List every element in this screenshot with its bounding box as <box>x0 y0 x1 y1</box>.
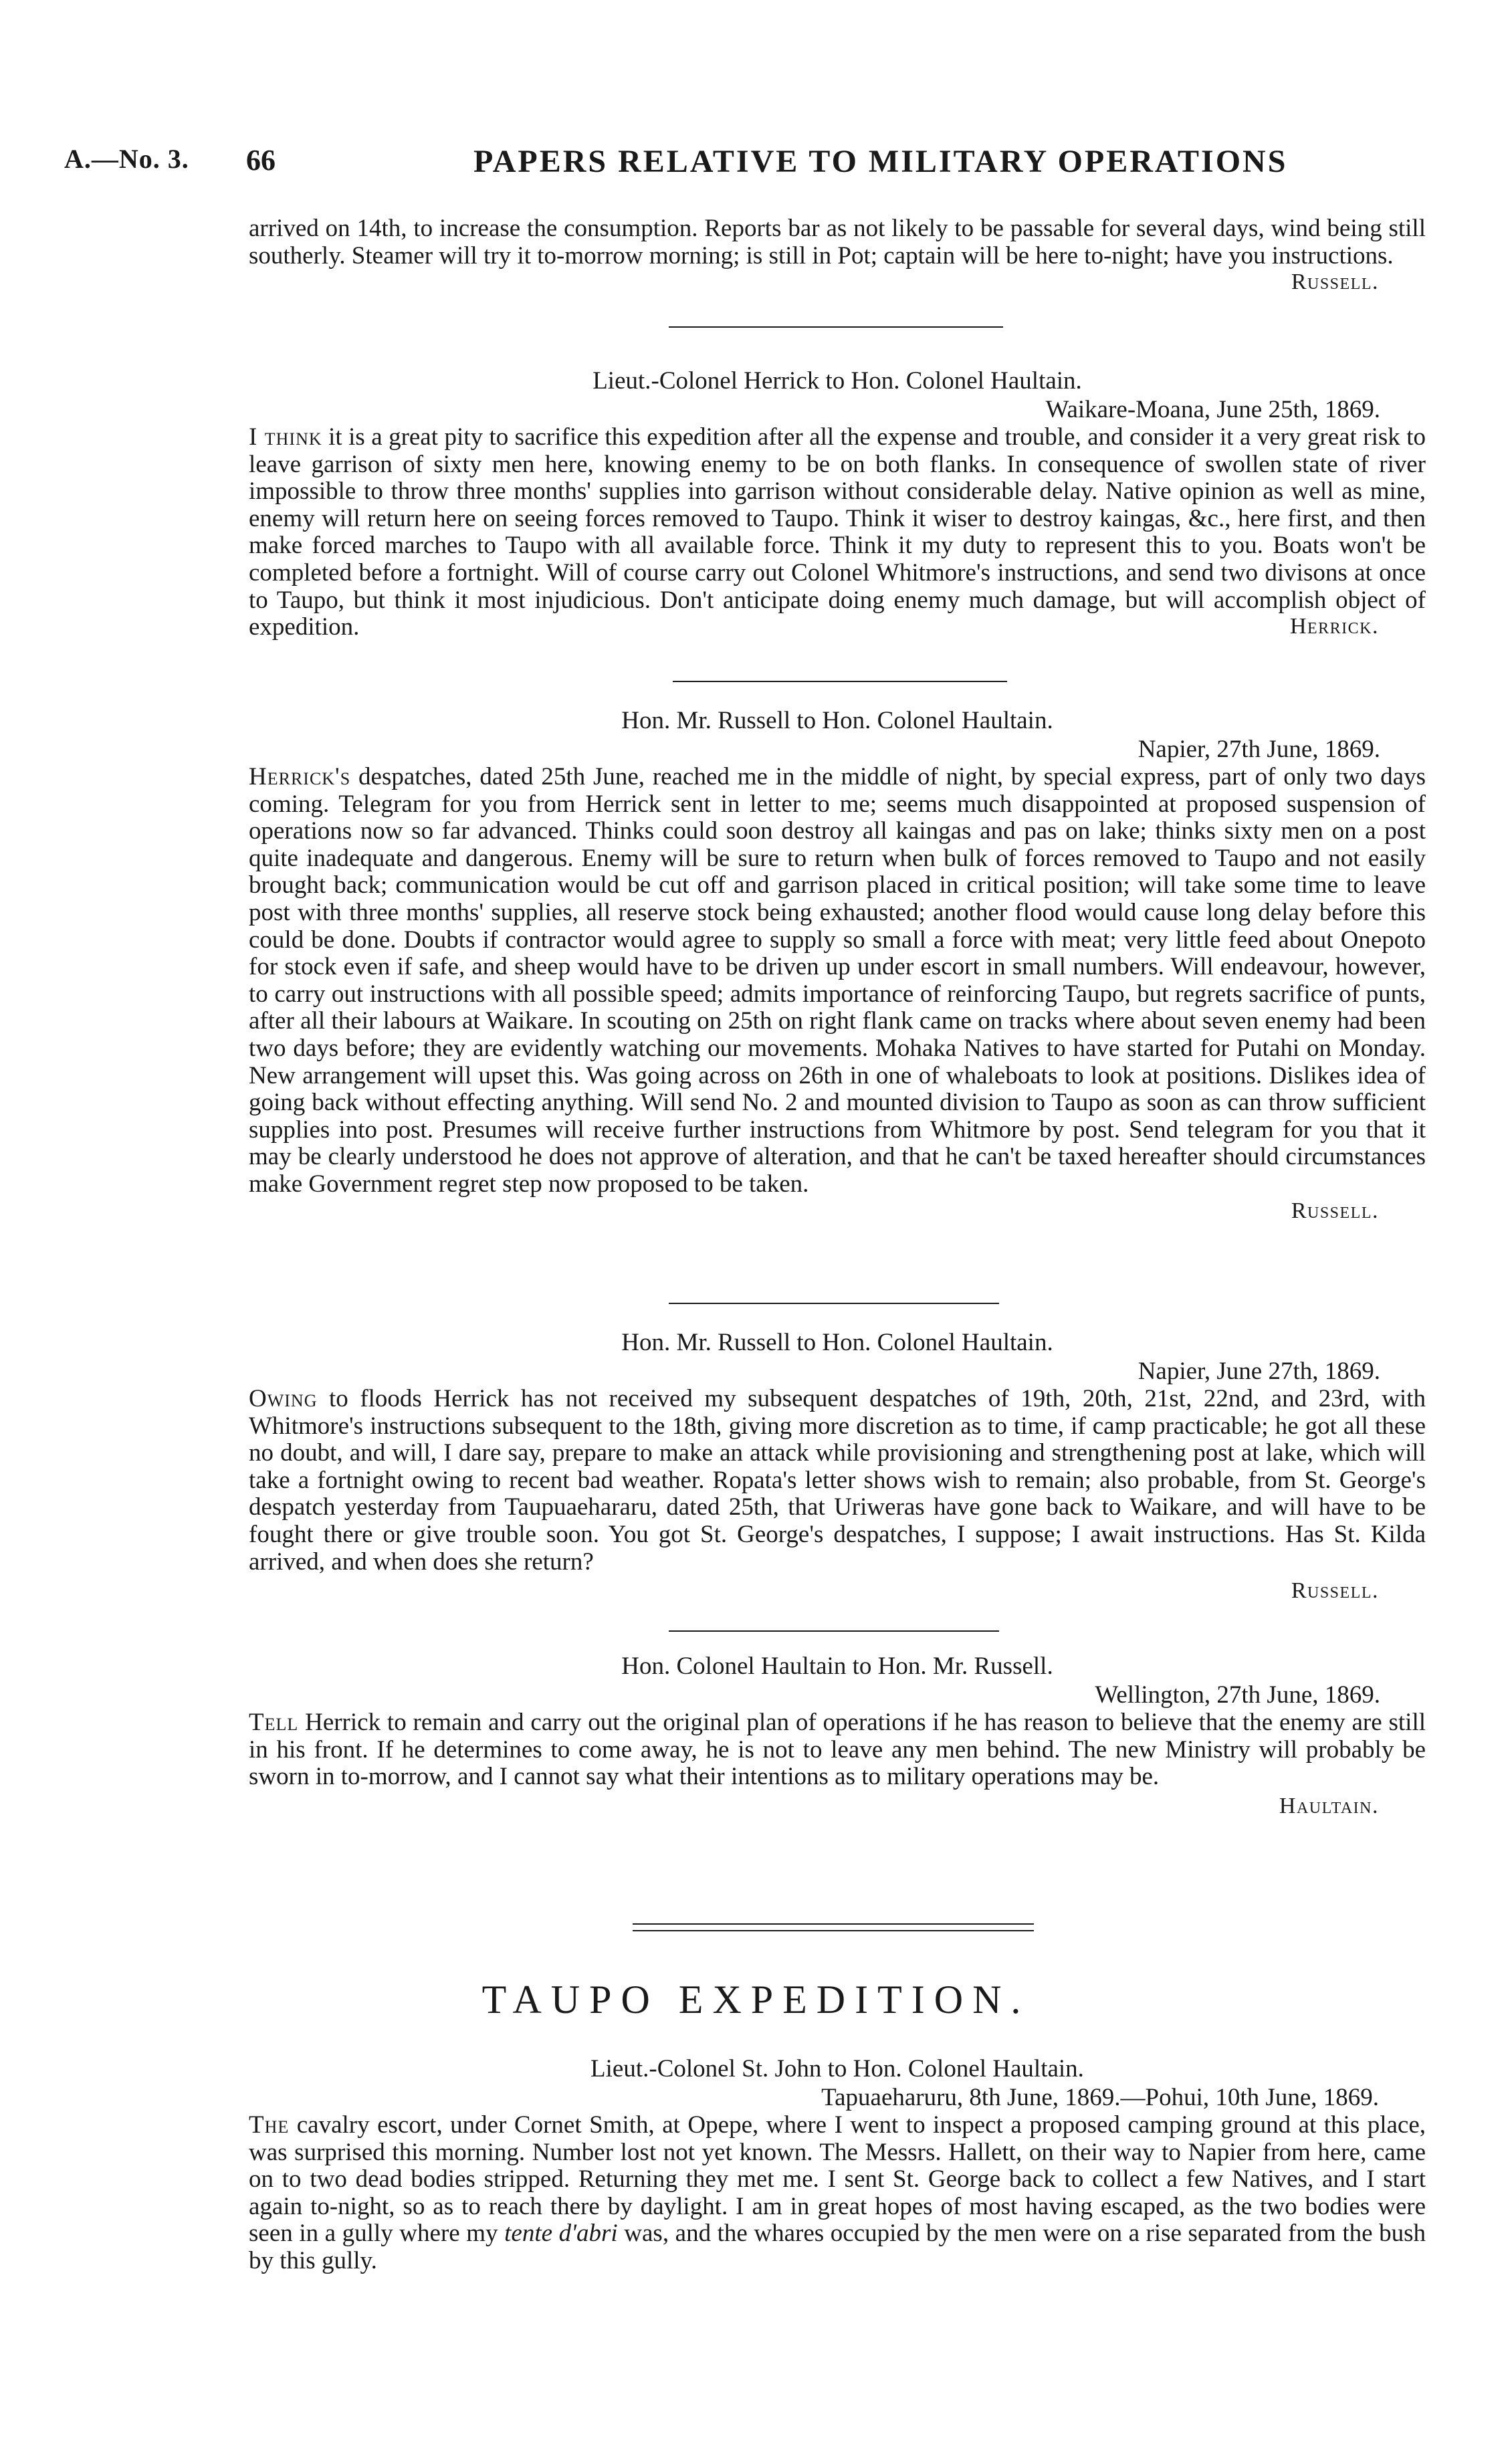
lead-word: I think <box>249 423 322 451</box>
message-place-date: Wellington, 27th June, 1869. <box>1095 1681 1380 1709</box>
body-text: it is a great pity to sacrifice this expedition after all the expense and trouble, and consider it a very great risk to leave garrison of sixty men here, knowing enemy to be on both flanks. In consequence of swollen state of river impossible to throw three months' supplies into garrison without considerable delay. Native opinion as well as mine, enemy will return here on seeing forces removed to Taupo. Think it wiser to destroy kaingas, &c., here first, and then make forced marches to Taupo with all available force. Think it my duty to represent this to you. Boats won't be completed before a fortnight. Will of course carry out Colonel Whitmore's instructions, and send two divisons at once to Taupo, but think it most injudicious. Don't anticipate doing enemy much damage, but will accomplish object of expedition. <box>249 423 1426 641</box>
message-body <box>249 1709 1426 1791</box>
lead-word: The <box>249 2111 290 2139</box>
message-body <box>249 764 1426 1198</box>
message-body <box>249 424 1426 641</box>
body-text: to floods Herrick has not received my subsequent despatches of 19th, 20th, 21st, 22nd, and 23rd, with Whitmore's instructions subsequent to the 18th, giving more discretion as to time, if camp practicable; he got all these no doubt, and will, I dare say, prepare to make an attack while provisioning and strengthening post at lake, which will take a fortnight owing to recent bad weather. Ropata's letter shows wish to remain; also probable, from St. George's despatch yesterday from Taupuaehararu, dated 25th, that Uriweras have gone back to Waikare, and will have to be fought there or give trouble soon. You got St. George's despatches, I suppose; I await instructions. Has St. Kilda arrived, and when does she return? <box>249 1385 1426 1576</box>
message-body <box>249 2112 1426 2275</box>
message-place-date: Tapuaeharuru, 8th June, 1869.—Pohui, 10th June, 1869. <box>821 2084 1379 2111</box>
italic-phrase: tente d'abri <box>504 2220 618 2248</box>
body-text: despatches, dated 25th June, reached me in the middle of night, by special express, part of only two days coming. Telegram for you from Herrick sent in letter to me; seems much disappointed at proposed suspension of operations now so far advanced. Thinks could soon destroy all kaingas and pas on lake; thinks sixty men on a post quite inadequate and dangerous. Enemy will be sure to return when bulk of forces removed to Taupo and not easily brought back; communication would be cut off and garrison placed in critical position; will take some time to leave post with three months' supplies, all reserve stock being exhausted; another flood would cause long delay before this could be done. Doubts if contractor would agree to supply so small a force with meat; very little feed about Onepoto for stock even if safe, and sheep would have to be driven up under escort in small numbers. Will endeavour, however, to carry out instructions with all possible speed; admits importance of reinforcing Taupo, but regrets sacrifice of punts, after all their labours at Waikare. In scouting on 25th on right flank came on tracks where about seven enemy had been two days before; they are evidently watching our movements. Mohaka Natives to have started for Putahi on Monday. New arrangement will upset this. Was going across on 26th in one of whaleboats to look at positions. Dislikes idea of going back without effecting anything. Will send No. 2 and mounted division to Taupo as soon as can throw sufficient supplies into post. Presumes will receive further instructions from Whitmore by post. Send telegram for you that it may be clearly understood he does not approve of alteration, and that he can't be taxed hereafter should circumstances make Government regret step now proposed to be taken. <box>249 763 1426 1198</box>
message-russell-2 <box>249 1328 1426 1604</box>
message-body: arrived on 14th, to increase the consumption. Reports bar as not likely to be passable for several days, wind being still southerly. Steamer will try it to-morrow morning; is still in Pot; captain will be here to-night; have you instructions. <box>249 215 1426 270</box>
message-place-date: Napier, June 27th, 1869. <box>1138 1358 1380 1385</box>
separator-rule <box>669 326 1003 328</box>
document-reference: A.—No. 3. <box>64 144 189 174</box>
signature: Russell. <box>1291 1578 1379 1604</box>
message-herrick-1 <box>249 366 1426 639</box>
section-title: TAUPO EXPEDITION. <box>481 1977 1031 2022</box>
separator-rule <box>669 1630 999 1632</box>
running-title: PAPERS RELATIVE TO MILITARY OPERATIONS <box>473 144 1288 179</box>
message-address: Lieut.-Colonel Herrick to Hon. Colonel Haultain. <box>592 367 1082 395</box>
message-address: Hon. Mr. Russell to Hon. Colonel Haultain. <box>621 707 1053 734</box>
body-text: cavalry escort, under Cornet Smith, at Opepe, where I went to inspect a proposed camping ground at this place, was surprised this morning. Number lost not yet known. The Messrs. Hallett, on their way to Napier from here, came on to two dead bodies stripped. Returning they met me. I sent St. George back to collect a few Natives, and I start again to-night, so as to reach there by daylight. I am in great hopes of most having escaped, as the two bodies were seen in a gully where my <box>249 2111 1426 2248</box>
body-text: Herrick to remain and carry out the original plan of operations if he has reason to believe that the enemy are still in his front. If he determines to come away, he is not to leave any men behind. The new Ministry will probably be sworn in to-morrow, and I cannot say what their intentions as to military operations may be. <box>249 1709 1426 1791</box>
message-body <box>249 1386 1426 1576</box>
message-address: Lieut.-Colonel St. John to Hon. Colonel Haultain. <box>590 2055 1084 2082</box>
lead-word: Tell <box>249 1709 299 1736</box>
message-st-john-1 <box>249 2054 1426 2275</box>
signature: Russell. <box>1291 270 1379 295</box>
signature: Haultain. <box>1279 1793 1379 1818</box>
page-number: 66 <box>246 144 276 177</box>
signature: Russell. <box>1291 1198 1379 1223</box>
message-place-date: Waikare-Moana, June 25th, 1869. <box>1045 396 1380 423</box>
signature: Herrick. <box>1289 613 1379 639</box>
body-text: was, and the whares occupied by the men were on a rise separated from the bush by this gully. <box>249 2220 1426 2274</box>
message-haultain-1 <box>249 1652 1426 1819</box>
separator-rule <box>673 681 1007 682</box>
lead-word: Owing <box>249 1385 318 1412</box>
message-address: Hon. Mr. Russell to Hon. Colonel Haultain. <box>621 1329 1053 1356</box>
separator-rule <box>669 1303 999 1304</box>
message-address: Hon. Colonel Haultain to Hon. Mr. Russell. <box>621 1652 1053 1680</box>
message-place-date: Napier, 27th June, 1869. <box>1138 736 1380 763</box>
section-divider <box>633 1923 1034 1931</box>
lead-word: Herrick's <box>249 763 351 790</box>
page-header <box>64 143 1432 183</box>
message-russell-1 <box>249 706 1426 1224</box>
continued-message <box>249 215 1426 295</box>
